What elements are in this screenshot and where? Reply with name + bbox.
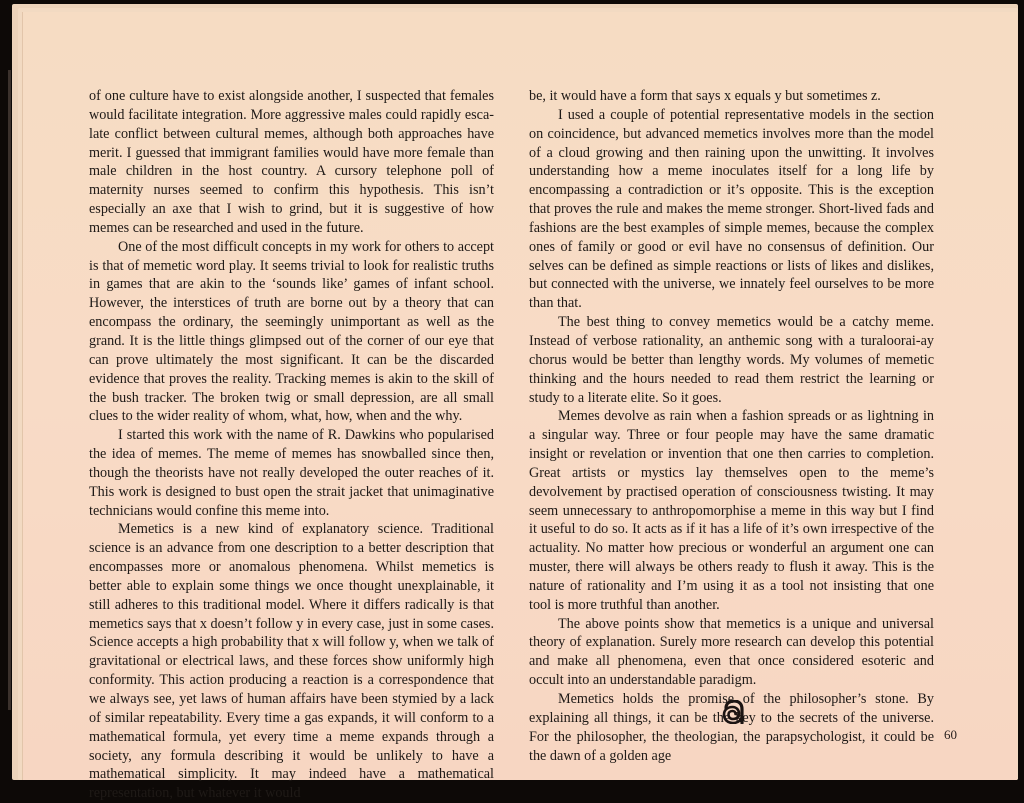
spiral-a-logo-icon <box>722 700 744 724</box>
right-text-column <box>529 87 934 765</box>
paragraph: be, it would have a form that says x equals y but sometimes z. <box>529 88 881 104</box>
paragraph: of one culture have to exist alongside another, I suspected that females would facilitate integration. More aggressive males could rapidly escalate conflict between cultural memes, although both approaches have merit. I guessed that immigrant families would have more female than male children in the host country. A cursory telephone poll of maternity nurses seemed to confirm this hypothesis. This isn’t especially an axe that I wish to grind, but it is suggestive of how memes can be researched and used in the future. <box>89 88 494 236</box>
book-page <box>22 12 1017 802</box>
paragraph: Memetics holds the promise of the philosopher’s stone. By explaining all things, it can be the key to the secrets of the universe. For the philosopher, the theologian, the parapsychologist, it could be the dawn of a golden age <box>529 691 934 764</box>
page-number: 60 <box>944 727 957 742</box>
paragraph: Memetics is a new kind of explanatory science. Traditional science is an advance from one description to a better description that encompasses more or anomalous phenomena. Whilst memetics is better able to explain some things we once thought unexplainable, it still adheres to this traditional model. Where it differs radically is that memetics says that x doesn’t follow y in every case, just in some cases. Science accepts a high probability that x will follow y, when we talk of gravitational or electrical laws, and these forces show uniformly high conformity. This action producing a reaction is a correspondence that we always see, yet laws of human affairs have been stymied by a lack of similar repeatability. Every time a gas expands, it will conform to a mathematical formula, yet every time a meme expands through a society, any formula describing it would be unlikely to have a mathematical simplicity. It may indeed have a mathematical representation, but whatever it would <box>89 521 494 802</box>
paragraph: The best thing to convey memetics would be a catchy meme. Instead of verbose rationality, an anthemic song with a turaloorai-ay chorus would be better than lengthy words. My volumes of memetic thinking and the hours needed to read them restrict the learning or study to a literate elite. So it goes. <box>529 314 934 406</box>
paragraph: Memes devolve as rain when a fashion spreads or as lightning in a singular way. Three or four people may have the same dramatic insight or revelation or invention that one then carries to completion. Great artists or mystics lay themselves open to the meme’s devolvement by practised operation of consciousness twisting. It may seem unnecessary to anthropomorphise a meme in this way but I find it useful to do so. It acts as if it has a life of it’s own irrespective of the actuality. No matter how precious or wonderful an argument one can muster, there will always be others ready to flush it away. This is the nature of rationality and I’m using it as a tool not insisting that one tool is more truthful than another. <box>529 408 934 613</box>
left-text-column <box>89 87 494 803</box>
paragraph: The above points show that memetics is a unique and universal theory of explanation. Surely more research can develop this potential and make all phenomena, even that once considered esoteric and occult into an understandable paradigm. <box>529 615 934 689</box>
paragraph: I started this work with the name of R. Dawkins who popularised the idea of memes. The meme of memes has snowballed since then, though the theorists have not really developed the outer reaches of it. This work is designed to bust open the strait jacket that unimaginative technicians would confine this meme into. <box>89 427 494 519</box>
page-stack-edge <box>8 70 11 710</box>
paragraph: One of the most difficult concepts in my work for others to accept is that of memetic word play. It seems trivial to look for realistic truths in games that are akin to the ‘sounds like’ games of infant school. However, the interstices of truth are borne out by a theory that can encompass the ordinary, the seemingly unimportant as well as the grand. It is the little things glimpsed out of the corner of our eye that can prove ultimately the most significant. It can be the discarded evidence that proves the reality. Tracking memes is akin to the skill of the bush tracker. The broken twig or small depression, are all small clues to the wider reality of whom, what, how, when and the why. <box>89 238 494 425</box>
paragraph: I used a couple of potential representative models in the section on coincidence, but advanced memetics involves more than the model of a cloud growing and then raining upon the unwitting. It involves understanding how a meme inoculates itself for a long life by encompassing a contradiction or it’s opposite. This is the exception that proves the rule and makes the meme stronger. Short-lived fads and fashions are the best examples of simple memes, because the complex ones of family or good or evil have no consensus of definition. Our selves can be defined as simple reactions or lists of likes and dislikes, but connected with the universe, we innately feel ourselves to be more than that. <box>529 106 934 312</box>
